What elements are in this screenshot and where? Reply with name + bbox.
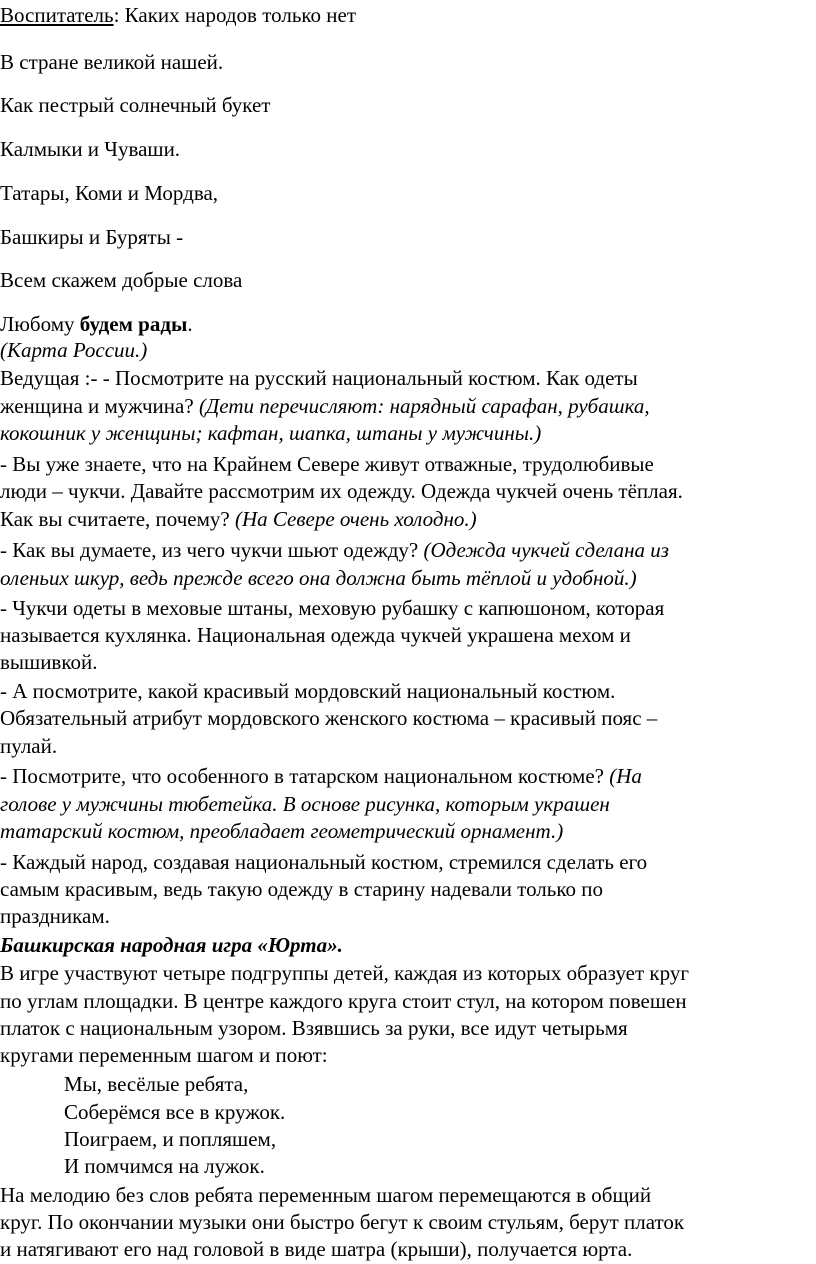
game-title: Башкирская народная игра «Юрта». — [0, 933, 343, 957]
game-line: и натягивают его над головой в виде шатра (крыши), получается юрта. — [0, 1237, 633, 1261]
game-line: На мелодию без слов ребята переменным шагом перемещаются в общий — [0, 1183, 652, 1207]
body-line: люди – чукчи. Давайте рассмотрим их одежду. Одежда чукчей очень тёплая. — [0, 479, 683, 503]
body-line: самым красивым, ведь такую одежду в старину надевали только по — [0, 877, 603, 901]
poem-line-1 — [0, 2, 356, 28]
body-line — [0, 763, 642, 789]
game-line: кругами переменным шагом и поют: — [0, 1043, 328, 1067]
body-line: - А посмотрите, какой красивый мордовский национальный костюм. — [0, 679, 616, 703]
poem-line-7: Всем скажем добрые слова — [0, 268, 243, 292]
poem-text: : Каких народов только нет — [113, 3, 357, 27]
body-italic: (Дети перечисляют: нарядный сарафан, рубашка, — [198, 394, 650, 418]
poem-line-5: Татары, Коми и Мордва, — [0, 181, 219, 205]
body-line: татарский костюм, преобладает геометрический орнамент.) — [0, 819, 564, 843]
body-line: - Вы уже знаете, что на Крайнем Севере живут отважные, трудолюбивые — [0, 452, 654, 476]
body-text: женщина и мужчина? — [0, 394, 199, 418]
body-text: - Как вы думаете, из чего чукчи шьют одежду? — [0, 538, 424, 562]
poem-line-2: В стране великой нашей. — [0, 50, 224, 74]
game-line: В игре участвуют четыре подгруппы детей, каждая из которых образует круг — [0, 961, 689, 985]
body-line — [0, 537, 669, 563]
body-line: вышивкой. — [0, 650, 98, 674]
body-text: Как вы считаете, почему? — [0, 507, 235, 531]
poem-text: Любому — [0, 312, 80, 336]
song-line: Соберёмся все в кружок. — [64, 1100, 286, 1124]
speaker-label: Воспитатель — [0, 3, 114, 27]
song-line: Мы, весёлые ребята, — [64, 1072, 249, 1096]
body-line: праздникам. — [0, 904, 110, 928]
song-line: Поиграем, и попляшем, — [64, 1127, 277, 1151]
map-note: (Карта России.) — [0, 338, 148, 362]
poem-line-3: Как пестрый солнечный букет — [0, 93, 271, 117]
song-line: И помчимся на лужок. — [64, 1154, 265, 1178]
body-italic: (Одежда чукчей сделана из — [423, 538, 669, 562]
game-line: круг. По окончании музыки они быстро бегут к своим стульям, берут платок — [0, 1210, 685, 1234]
poem-line-6: Башкиры и Буряты - — [0, 225, 184, 249]
body-line — [0, 393, 650, 419]
poem-line-8 — [0, 311, 193, 337]
poem-line-4: Калмыки и Чуваши. — [0, 137, 181, 161]
body-text: - Посмотрите, что особенного в татарском национальном костюме? — [0, 764, 610, 788]
body-line: оленьих шкур, ведь прежде всего она должна быть тёплой и удобной.) — [0, 566, 637, 590]
game-line: платок с национальным узором. Взявшись за руки, все идут четырьмя — [0, 1016, 628, 1040]
game-line: по углам площадки. В центре каждого круга стоит стул, на котором повешен — [0, 989, 687, 1013]
body-line: голове у мужчины тюбетейка. В основе рисунка, которым украшен — [0, 792, 610, 816]
body-italic: (На — [609, 764, 642, 788]
body-line: называется кухлянка. Национальная одежда чукчей украшена мехом и — [0, 623, 631, 647]
poem-text: . — [187, 312, 193, 336]
body-line: - Чукчи одеты в меховые штаны, меховую рубашку с капюшоном, которая — [0, 596, 665, 620]
body-line: пулай. — [0, 734, 58, 758]
poem-bold: будем рады — [79, 312, 188, 336]
body-italic: (На Севере очень холодно.) — [235, 507, 477, 531]
body-line: Обязательный атрибут мордовского женского костюма – красивый пояс – — [0, 706, 658, 730]
body-line: - Каждый народ, создавая национальный костюм, стремился сделать его — [0, 850, 648, 874]
body-line: кокошник у женщины; кафтан, шапка, штаны у мужчины.) — [0, 421, 542, 445]
body-line: Ведущая :- - Посмотрите на русский национальный костюм. Как одеты — [0, 366, 638, 390]
body-line — [0, 506, 477, 532]
